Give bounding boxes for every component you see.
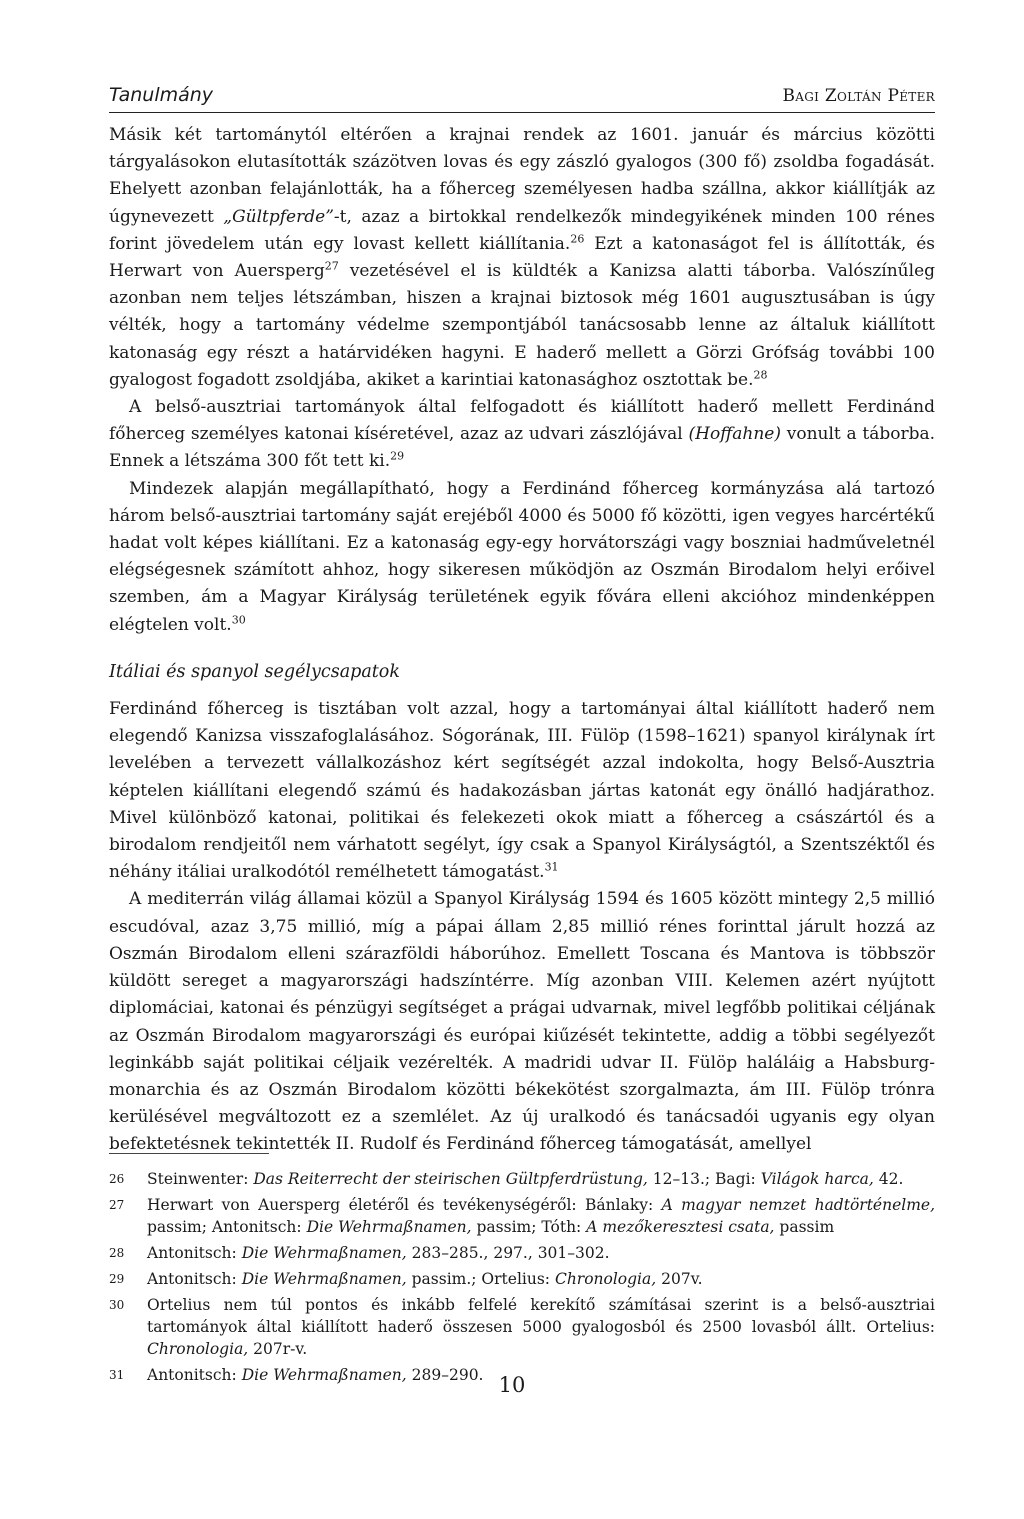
footnote-number: 27 xyxy=(109,1198,125,1212)
term-gueltpferde: „Gültpferde” xyxy=(223,206,334,227)
footnote-ref-30[interactable]: 30 xyxy=(231,613,246,626)
paragraph-2: A belső-ausztriai tartományok által felfogadott és kiállított haderő mellett Ferdinánd főherceg személyes katonai kíséretével, azaz az udvari zászlójával (Hoffahne) vonult a táborba. Ennek a létszáma 300 főt tett ki.$^{29}$ xyxy=(109,397,936,472)
footnote-29: 29 Antonitsch: Die Wehrmaßnamen, passim.; Ortelius: Chronologia, 207v. xyxy=(109,1270,703,1288)
footnote-number: 26 xyxy=(109,1172,125,1186)
footnote-ref-26[interactable]: 26 xyxy=(570,232,585,246)
page-number: 10 xyxy=(498,1373,526,1397)
paragraph-1: Másik két tartománytól eltérően a krajnai rendek az 1601. január és március közötti tárgyalásokon elutasították százötven lovas és egy zászló gyalogos (300 fő) zsoldba fogadását. Ehelyett azonban felajánlották, ha a főherceg személyesen hadba szállna, akkor kiállítják az úgynevezett „Gültpferde”-t, azaz a birtokkal rendelkezők mindegyikének minden 100 rénes forint jövedelem után egy lovast kellett kiállítania.$^{26}$ Ezt a katonaságot fel is állították, és Herwart von Auersperg$^{27}$ vezetésével el is küldték a Kanizsa alatti táborba. Valószínűleg azonban nem teljes létszámban, hiszen a krajnai biztosok még 1601 augusztusában is úgy vélték, hogy a tartomány védelme szempontjából tanácsosabb lenne az általuk kiállított katonaság egy részt a határvidéken hagyni. E haderő mellett a Görzi Grófság további 100 gyalogost fogadott zsoldjába, akiket a karintiai katonasághoz osztottak be.$^{28}$ xyxy=(109,125,936,390)
footnote-number: 31 xyxy=(109,1368,125,1382)
header-author: Bagi Zoltán Péter xyxy=(782,86,935,106)
footnote-ref-27[interactable]: 27 xyxy=(324,259,339,273)
paragraph-5: A mediterrán világ államai közül a Spanyol Királyság 1594 és 1605 között mintegy 2,5 millió escudóval, azaz 3,75 millió, míg a pápai állam 2,85 millió rénes forinttal járult hozzá az Oszmán Birodalom elleni szárazföldi háborúhoz. Emellett Toscana és Mantova is többször küldött sereget a magyarországi hadszíntérre. Míg azonban VIII. Kelemen azért nyújtott diplomáciai, katonai és pénzügyi segítséget a prágai udvarnak, mivel legfőbb politikai céljának az Oszmán Birodalom magyarországi és európai kiűzését tekintette, addig a többi segélyezőt leginkább saját politikai céljaik vezérelték. A madridi udvar II. Fülöp haláláig a Habsburg-monarchia és az Oszmán Birodalom közötti békekötést szorgalmazta, ám III. Fülöp trónra kerülésével megváltozott ez a szemlélet. Az új uralkodó és tanácsadói ugyanis egy olyan befektetésnek tekintették II. Rudolf és Ferdinánd főherceg támogatását, amellyel xyxy=(109,889,935,1155)
footnote-number: 28 xyxy=(109,1246,125,1260)
footnote-27: 27 Herwart von Auersperg életéről és tevékenységéről: Bánlaky: A magyar nemzet hadtörténelme, passim; Antonitsch: Die Wehrmaßnamen, passim; Tóth: A mezőkeresztesi csata, passim xyxy=(109,1196,936,1236)
footnote-31: 31 Antonitsch: Die Wehrmaßnamen, 289–290. xyxy=(109,1366,484,1384)
paragraph-4: Ferdinánd főherceg is tisztában volt azzal, hogy a tartományai által kiállított haderő nem elegendő Kanizsa visszafoglalásához. Sógorának, III. Fülöp (1598–1621) spanyol királynak írt levelében a tervezett vállalkozáshoz kért segítségét azzal indokolta, hogy Belső-Ausztria képtelen kiállítani elegendő számú és hadakozásban jártas katonát egy önálló hadjárathoz. Mivel különböző katonai, politikai és felekezeti okok miatt a főherceg a császártól és a birodalom rendjeitől nem várhatott segélyt, így csak a Spanyol Királyságtól, a Szentszéktől és néhány itáliai uralkodótól remélhetett támogatást.$^{31}$ xyxy=(109,699,935,883)
main-text xyxy=(109,122,935,1159)
footnote-30: 30 Ortelius nem túl pontos és inkább felfelé kerekítő számításai szerint is a belső-ausztriai tartományok által kiállított haderő összesen 5000 gyalogosból és 2500 lovasból állt. Ortelius: Chronologia, 207r-v. xyxy=(109,1296,935,1358)
header-section-label: Tanulmány xyxy=(109,84,214,106)
footnote-divider xyxy=(109,1153,269,1154)
section-heading: Itáliai és spanyol segélycsapatok xyxy=(109,661,400,682)
footnote-28: 28 Antonitsch: Die Wehrmaßnamen, 283–285., 297., 301–302. xyxy=(109,1244,610,1262)
footnote-ref-28[interactable]: 28 xyxy=(753,368,768,382)
footnote-ref-31[interactable]: 31 xyxy=(544,860,559,874)
footnote-number: 30 xyxy=(109,1298,125,1312)
footnote-number: 29 xyxy=(109,1272,125,1286)
footnotes xyxy=(109,1168,935,1390)
footnote-26: 26 Steinwenter: Das Reiterrecht der steirischen Gültpferdrüstung, 12–13.; Bagi: Világok harca, 42. xyxy=(109,1170,904,1188)
running-header xyxy=(109,82,935,113)
footnote-ref-29[interactable]: 29 xyxy=(390,449,405,463)
paragraph-3: Mindezek alapján megállapítható, hogy a Ferdinánd főherceg kormányzása alá tartozó három belső-ausztriai tartomány saját erejéből 4000 és 5000 fő közötti, igen vegyes harcértékű hadat volt képes kiállítani. Ez a katonaság egy-egy horvátországi vagy boszniai hadműveletnél elégségesnek számított ahhoz, hogy sikeresen működjön az Oszmán Birodalom helyi erőivel szemben, ám a Magyar Királyság területének egyik fővára elleni akcióhoz mindenképpen elégtelen volt.$^{30}$ xyxy=(109,478,935,635)
term-hoffahne: (Hoffahne) xyxy=(688,424,781,445)
